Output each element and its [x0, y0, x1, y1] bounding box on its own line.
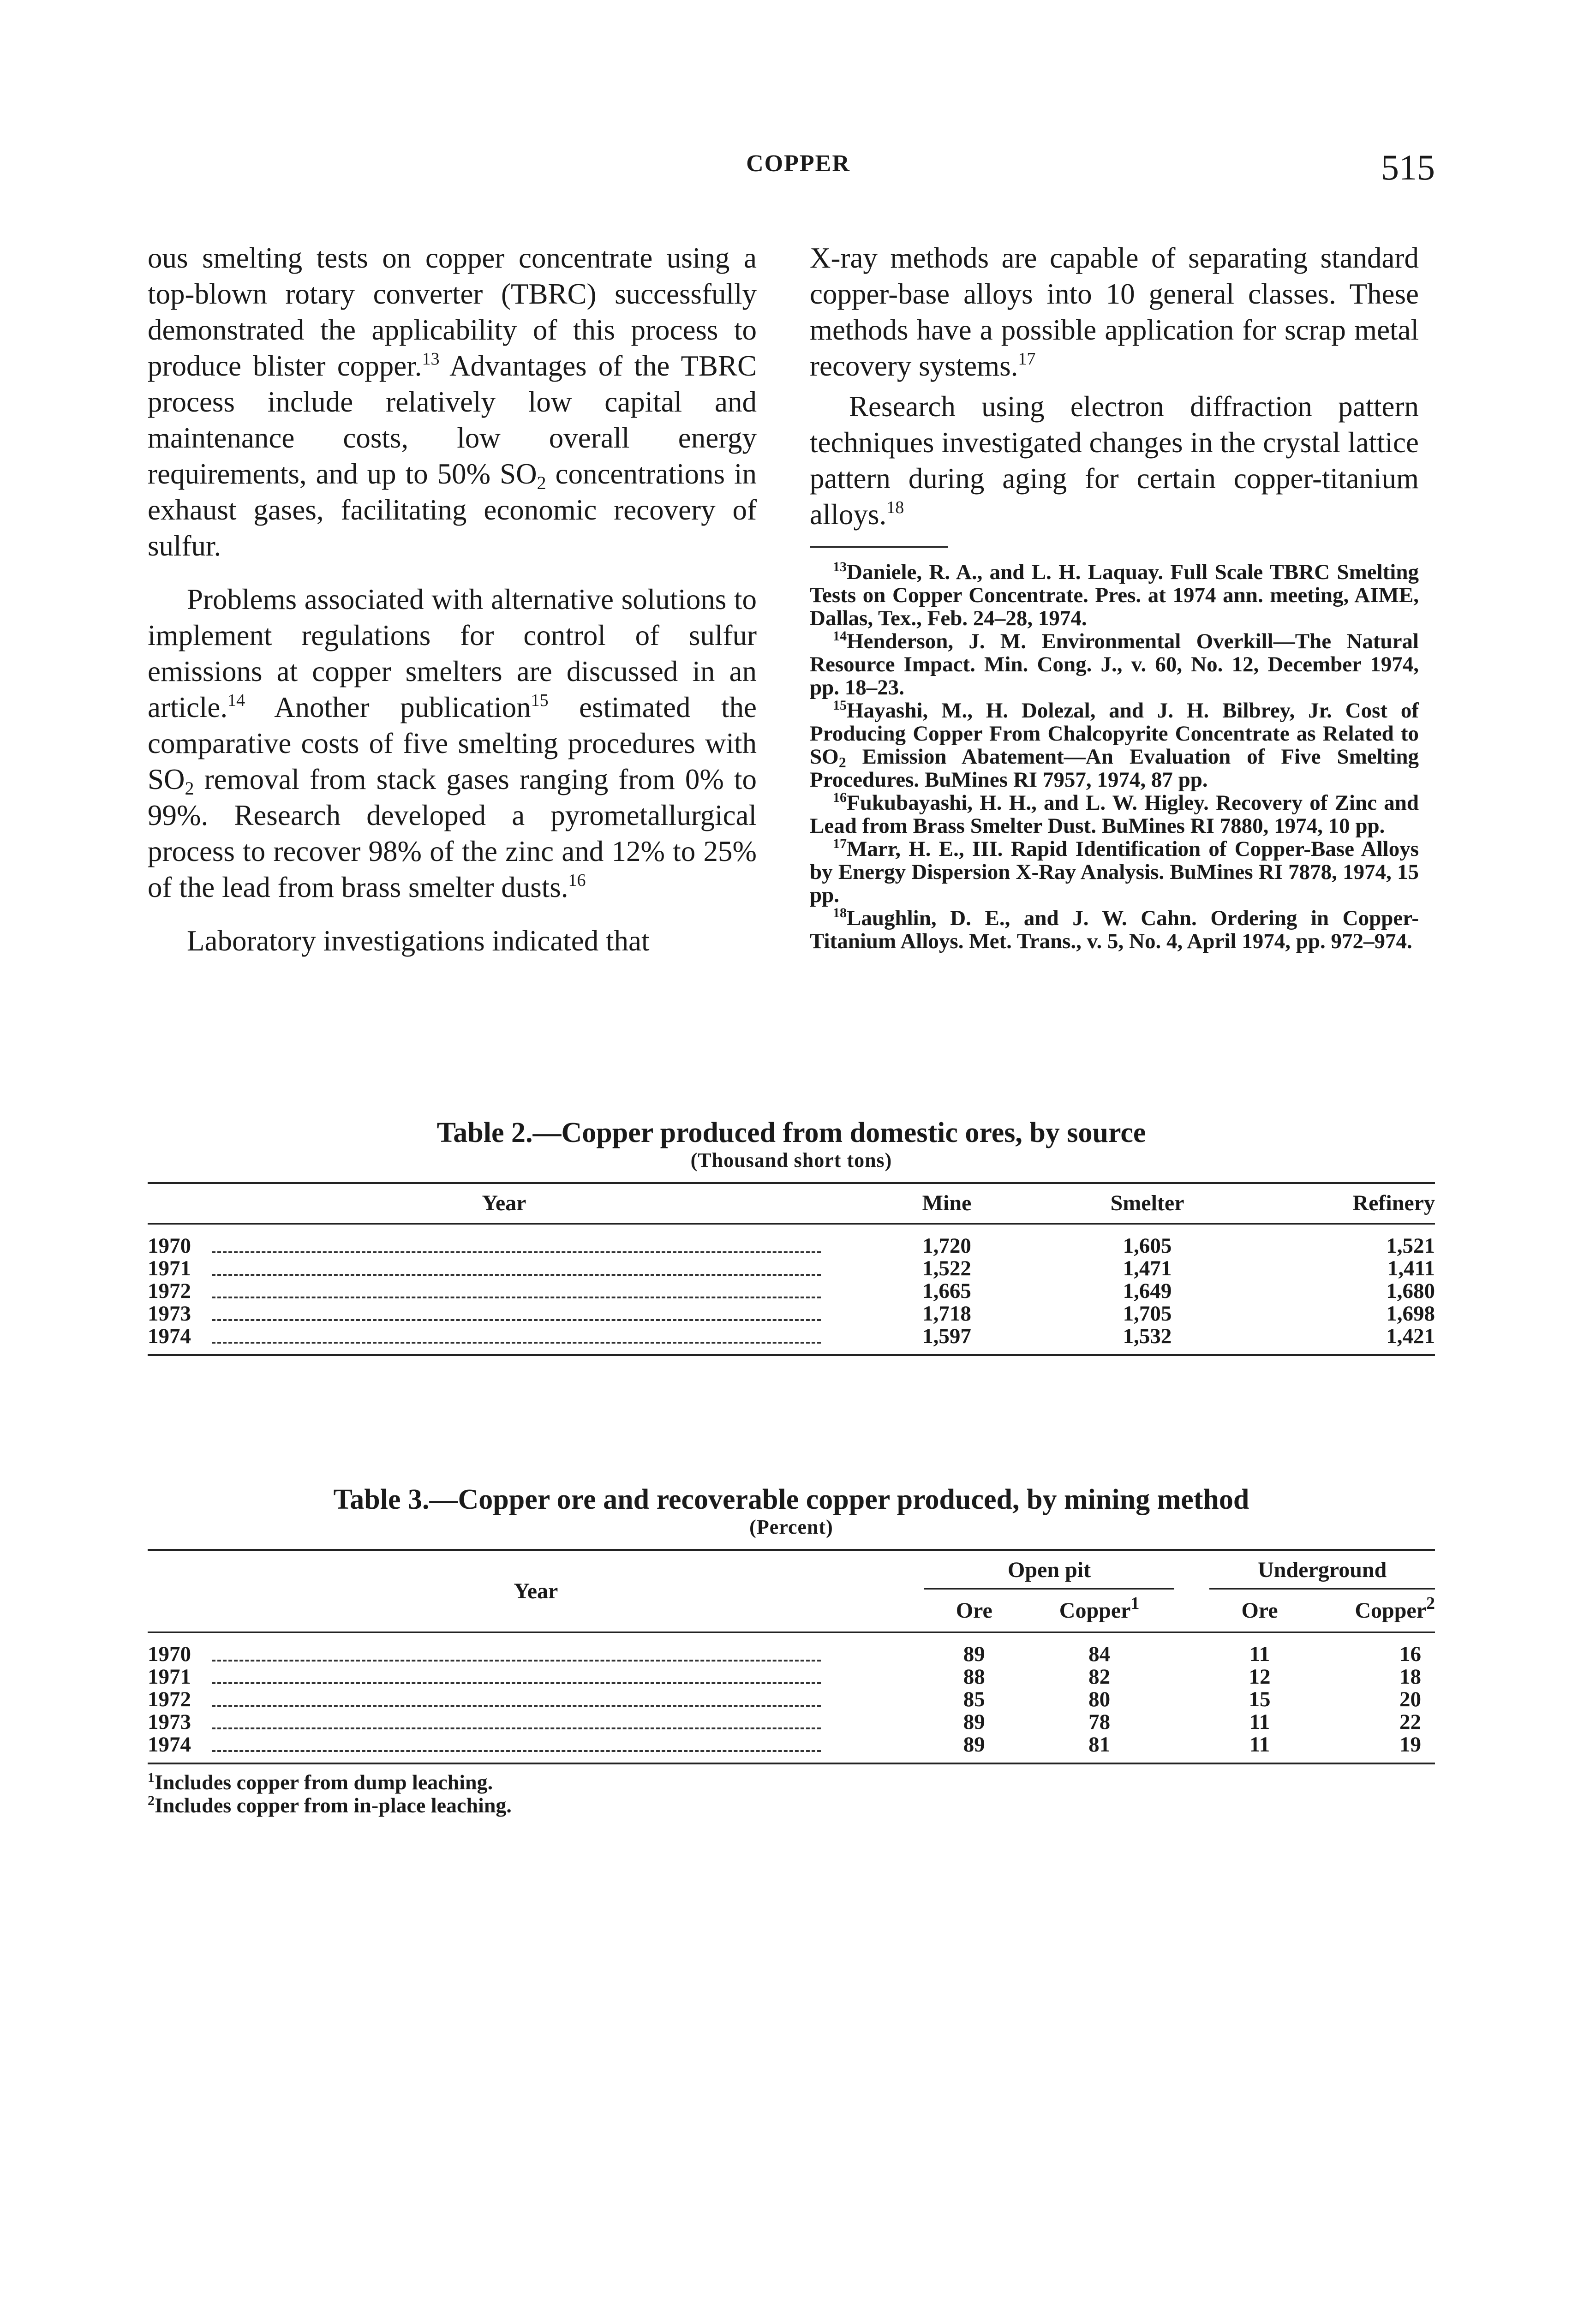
dot-leader — [212, 1242, 821, 1253]
table-cell: 88 — [963, 1665, 985, 1689]
dot-leader — [212, 1718, 821, 1729]
paragraph-xray: X-ray methods are capable of separating standard copper-base alloys into 10 general classes. These methods have a possible application for scrap metal recovery systems.$^{17}$ — [810, 242, 1419, 382]
subscript-2: 2 — [185, 778, 194, 799]
table-row — [148, 1733, 1435, 1763]
paragraph-research: Research using electron diffraction pattern techniques investigated changes in the crystal lattice pattern during aging for certain copper-titanium alloys.$^{18}$ — [810, 390, 1419, 531]
footnote-16: $^{16}$Fukubayashi, H. H., and L. W. Higley. Recovery of Zinc and Lead from Brass Smelter Dust. BuMines RI 7880, 1974, 10 pp. — [810, 790, 1419, 838]
table-cell: 1,411 — [1387, 1256, 1435, 1280]
footnote-ref-16: 16 — [568, 871, 586, 890]
page-number: 515 — [1381, 147, 1435, 187]
table-cell: 1,471 — [1123, 1256, 1172, 1280]
table-2-unit: (Thousand short tons) — [690, 1149, 892, 1171]
dot-leader — [212, 1696, 821, 1707]
table-3-header-underground: Underground — [1209, 1550, 1435, 1589]
table-2-title: Table 2.—Copper produced from domestic ores, by source — [436, 1117, 1146, 1148]
footnote-ref-18: 18 — [886, 498, 904, 517]
table-cell: 1,521 — [1386, 1234, 1435, 1258]
table-cell: 16 — [1399, 1642, 1421, 1666]
table-cell: 81 — [1088, 1733, 1111, 1757]
table-3-subheader-ore: Ore — [1241, 1598, 1278, 1623]
table-3-grid — [148, 1549, 1435, 1764]
table-cell: 11 — [1249, 1710, 1270, 1734]
table-row — [148, 1280, 1435, 1303]
table-3-unit: (Percent) — [749, 1516, 833, 1538]
table-cell: 11 — [1249, 1642, 1270, 1666]
table-cell: 1,597 — [922, 1324, 971, 1348]
table-2 — [148, 1117, 1435, 1356]
table-row — [148, 1632, 1435, 1666]
footnote-ref-15: 15 — [531, 691, 549, 710]
table-2-header-year: Year — [482, 1191, 526, 1215]
table-cell: 1,421 — [1386, 1324, 1435, 1348]
table-2-header-refinery: Refinery — [1352, 1191, 1435, 1215]
table-3-header-year: Year — [148, 1550, 924, 1632]
table-3-body — [148, 1632, 1435, 1764]
dot-leader — [212, 1741, 821, 1752]
paragraph-tbrc: ous smelting tests on copper concentrate using a top-blown rotary converter (TBRC) successfully demonstrated the applicability of this process to produce blister copper.$^{13}$ Advantages of the TBRC process include relatively low capital and maintenance costs, low overall energy requirements, and up to 50% $SO_2$ concentrations in exhaust gases, facilitating economic recovery of sulfur. — [148, 242, 757, 562]
table-row — [148, 1325, 1435, 1355]
table-cell: 89 — [963, 1642, 985, 1666]
footnote-ref-13: 13 — [422, 349, 440, 369]
footnote-divider — [810, 546, 948, 548]
table-cell: 1,705 — [1123, 1302, 1172, 1326]
table-cell: 20 — [1399, 1687, 1421, 1711]
row-year: 1972 — [148, 1280, 861, 1303]
row-year: 1974 — [148, 1733, 924, 1763]
footnote-18: $^{18}$Laughlin, D. E., and J. W. Cahn. Ordering in Copper-Titanium Alloys. Met. Trans., v. 5, No. 4, April 1974, pp. 972–974. — [810, 905, 1419, 953]
table-3-note-2: $^2$Includes copper from in-place leaching. — [148, 1793, 512, 1817]
table-cell: 18 — [1399, 1665, 1421, 1689]
table-3-subheader-ore: Ore — [956, 1598, 992, 1623]
table-cell: 1,680 — [1386, 1279, 1435, 1303]
dot-leader — [212, 1333, 821, 1344]
table-row — [148, 1303, 1435, 1325]
table-2-body — [148, 1224, 1435, 1356]
paragraph-laboratory: Laboratory investigations indicated that — [187, 925, 650, 957]
table-2-grid — [148, 1182, 1435, 1356]
table-3-subheader-copper: Copper$^2$ — [1355, 1594, 1435, 1623]
table-row — [148, 1688, 1435, 1711]
table-row — [148, 1257, 1435, 1280]
table-cell: 82 — [1088, 1665, 1111, 1689]
table-cell: 1,665 — [922, 1279, 971, 1303]
table-2-header-mine: Mine — [922, 1191, 972, 1215]
table-row — [148, 1224, 1435, 1258]
table-cell: 85 — [963, 1687, 985, 1711]
row-year: 1970 — [148, 1632, 924, 1666]
dot-leader — [212, 1673, 821, 1684]
table-cell: 19 — [1399, 1733, 1421, 1757]
table-3-notes — [148, 1771, 1435, 1817]
table-3-subheader-copper: Copper$^1$ — [1059, 1594, 1140, 1623]
footnote-15: $^{15}$Hayashi, M., H. Dolezal, and J. H. Bilbrey, Jr. Cost of Producing Copper From Chalcopyrite Concentrate as Related to $SO_2$ Emission Abatement—An Evaluation of Five Smelting Procedures. BuMines RI 7957, 1974, 87 pp. — [810, 698, 1419, 792]
row-year: 1973 — [148, 1711, 924, 1733]
row-year: 1971 — [148, 1666, 924, 1688]
table-cell: 1,605 — [1123, 1234, 1172, 1258]
row-year: 1972 — [148, 1688, 924, 1711]
dot-leader — [212, 1650, 821, 1662]
table-cell: 1,720 — [922, 1234, 971, 1258]
table-3-note-1: $^1$Includes copper from dump leaching. — [148, 1769, 493, 1794]
table-cell: 89 — [963, 1733, 985, 1757]
table-cell: 84 — [1088, 1642, 1111, 1666]
table-cell: 15 — [1249, 1687, 1271, 1711]
row-year: 1971 — [148, 1257, 861, 1280]
table-cell: 1,698 — [1386, 1302, 1435, 1326]
row-year: 1973 — [148, 1303, 861, 1325]
table-cell: 1,718 — [922, 1302, 971, 1326]
table-cell: 12 — [1249, 1665, 1271, 1689]
table-cell: 78 — [1088, 1710, 1111, 1734]
table-cell: 22 — [1399, 1710, 1421, 1734]
dot-leader — [212, 1310, 821, 1321]
table-cell: 1,532 — [1123, 1324, 1172, 1348]
running-header: COPPER — [746, 150, 850, 177]
table-cell: 89 — [963, 1710, 985, 1734]
footnote-13: $^{13}$Daniele, R. A., and L. H. Laquay. Full Scale TBRC Smelting Tests on Copper Concentrate. Pres. at 1974 ann. meeting, AIME, Dallas, Tex., Feb. 24–28, 1974. — [810, 559, 1419, 630]
row-year: 1974 — [148, 1325, 861, 1355]
table-3 — [148, 1483, 1435, 1817]
right-column — [810, 240, 1419, 953]
table-2-header-smelter: Smelter — [1110, 1191, 1184, 1215]
table-cell: 80 — [1088, 1687, 1111, 1711]
footnote-ref-14: 14 — [227, 691, 245, 710]
table-row — [148, 1666, 1435, 1688]
left-column — [148, 240, 757, 959]
footnote-17: $^{17}$Marr, H. E., III. Rapid Identification of Copper-Base Alloys by Energy Dispersion X-Ray Analysis. BuMines RI 7878, 1974, 15 pp. — [810, 836, 1419, 907]
dot-leader — [212, 1287, 821, 1298]
row-year: 1970 — [148, 1224, 861, 1258]
dot-leader — [212, 1265, 821, 1276]
subscript-2: 2 — [537, 472, 546, 493]
footnote-14: $^{14}$Henderson, J. M. Environmental Overkill—The Natural Resource Impact. Min. Cong. J., v. 60, No. 12, December 1974, pp. 18–23. — [810, 628, 1419, 699]
table-row — [148, 1711, 1435, 1733]
table-cell: 1,649 — [1123, 1279, 1172, 1303]
paragraph-problems: Problems associated with alternative solutions to implement regulations for control of sulfur emissions at copper smelters are discussed in an article.$^{14}$ Another publication$^{15}$ estimated the comparative costs of five smelting procedures with $SO_2$ removal from stack gases ranging from 0% to 99%. Research developed a pyrometallurgical process to recover 98% of the zinc and 12% to 25% of the lead from brass smelter dusts.$^{16}$ — [148, 583, 757, 903]
table-cell: 1,522 — [922, 1256, 971, 1280]
table-cell: 11 — [1249, 1733, 1270, 1757]
footnote-ref-17: 17 — [1018, 349, 1036, 369]
footnotes — [810, 561, 1419, 953]
table-3-header-open-pit: Open pit — [924, 1550, 1175, 1589]
table-3-title: Table 3.—Copper ore and recoverable copper produced, by mining method — [333, 1484, 1249, 1515]
